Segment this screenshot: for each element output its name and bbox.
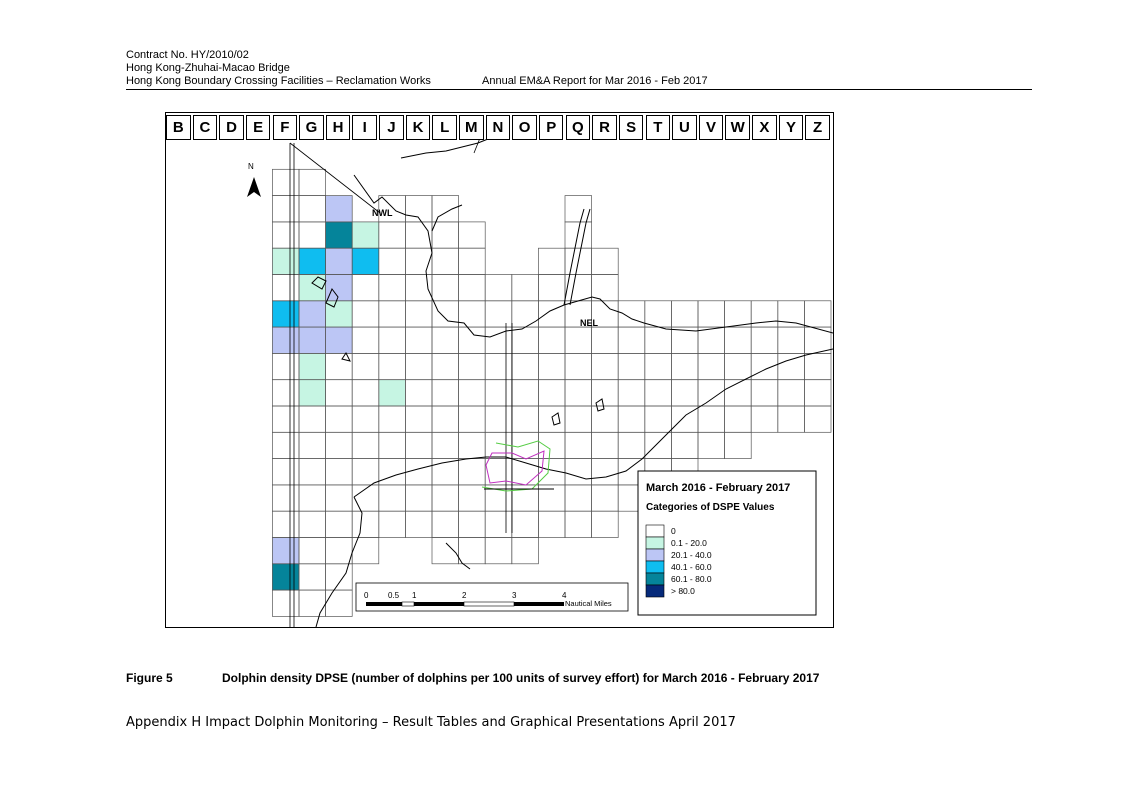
map-legend xyxy=(638,471,816,615)
grid-cell-outline xyxy=(565,432,592,458)
scale-tick-label: 2 xyxy=(462,591,467,600)
grid-cell-outline xyxy=(565,406,592,432)
grid-cell-outline xyxy=(326,432,353,458)
grid-cell-outline xyxy=(459,485,486,511)
grid-cell-outline xyxy=(432,196,459,222)
grid-cell-outline xyxy=(778,301,805,327)
grid-cell-outline xyxy=(459,432,486,458)
grid-cell-outline xyxy=(592,459,619,485)
scale-unit: Nautical Miles xyxy=(565,599,612,608)
grid-cell-outline xyxy=(272,353,299,379)
north-arrow-icon xyxy=(247,177,261,197)
column-label-e: E xyxy=(246,115,271,140)
grid-cell-outline xyxy=(432,327,459,353)
grid-cell-outline xyxy=(725,380,752,406)
grid-cell-outline xyxy=(485,353,512,379)
grid-cell-outline xyxy=(804,353,831,379)
grid-cell-outline xyxy=(485,275,512,301)
grid-cell-outline xyxy=(405,380,432,406)
column-label-r: R xyxy=(592,115,617,140)
legend-label: 20.1 - 40.0 xyxy=(671,550,712,560)
grid-cell-outline xyxy=(538,432,565,458)
legend-label: 40.1 - 60.0 xyxy=(671,562,712,572)
grid-cell-outline xyxy=(592,485,619,511)
grid-cell-outline xyxy=(485,380,512,406)
grid-cell-outline xyxy=(379,327,406,353)
grid-cell-outline xyxy=(459,459,486,485)
column-label-q: Q xyxy=(566,115,591,140)
figure-caption: Dolphin density DPSE (number of dolphins per 100 units of survey effort) for March 2016 - February 2017 xyxy=(222,671,820,685)
column-label-j: J xyxy=(379,115,404,140)
grid-cell-outline xyxy=(326,511,353,537)
grid-cell-outline xyxy=(405,248,432,274)
grid-cell-outline xyxy=(272,380,299,406)
grid-cell-outline xyxy=(778,406,805,432)
islet-path-4 xyxy=(596,399,604,411)
grid-cell-outline xyxy=(299,538,326,564)
grid-cell-outline xyxy=(405,222,432,248)
grid-cell-outline xyxy=(618,301,645,327)
grid-cell-outline xyxy=(272,511,299,537)
grid-cell-outline xyxy=(804,301,831,327)
grid-cell-outline xyxy=(751,353,778,379)
grid-cell-outline xyxy=(459,353,486,379)
grid-cell-outline xyxy=(299,432,326,458)
dpse-cell-g10 xyxy=(299,380,326,406)
grid-cell-outline xyxy=(272,485,299,511)
grid-cell-outline xyxy=(671,380,698,406)
grid-cell-outline xyxy=(432,301,459,327)
grid-cell-outline xyxy=(272,222,299,248)
legend-label: > 80.0 xyxy=(671,586,695,596)
grid-cell-outline xyxy=(645,432,672,458)
grid-cell-outline xyxy=(538,380,565,406)
report-name: Annual EM&A Report for Mar 2016 - Feb 2017 xyxy=(482,75,708,87)
legend-swatch xyxy=(646,525,664,537)
grid-cell-outline xyxy=(299,485,326,511)
grid-cell-outline xyxy=(778,380,805,406)
grid-cell-outline xyxy=(592,275,619,301)
grid-cell-outline xyxy=(565,459,592,485)
grid-cell-outline xyxy=(432,275,459,301)
grid-cell-outline xyxy=(485,511,512,537)
grid-cell-outline xyxy=(698,327,725,353)
grid-cell-outline xyxy=(432,380,459,406)
grid-cell-outline xyxy=(326,406,353,432)
grid-cell-outline xyxy=(272,459,299,485)
grid-cell-outline xyxy=(538,275,565,301)
grid-cell-outline xyxy=(352,301,379,327)
grid-cell-outline xyxy=(645,301,672,327)
grid-cell-outline xyxy=(272,196,299,222)
legend-subtitle: Categories of DSPE Values xyxy=(646,502,775,513)
grid-cell-outline xyxy=(432,406,459,432)
grid-cell-outline xyxy=(459,275,486,301)
grid-cell-outline xyxy=(405,406,432,432)
scale-tick-label: 1 xyxy=(412,591,417,600)
grid-cell-outline xyxy=(778,327,805,353)
grid-cell-outline xyxy=(326,590,353,616)
grid-cell-outline xyxy=(352,327,379,353)
column-label-o: O xyxy=(512,115,537,140)
dpse-cell-f5 xyxy=(272,248,299,274)
grid-cell-outline xyxy=(432,511,459,537)
nwl-label: NWL xyxy=(372,208,393,218)
grid-cell-outline xyxy=(352,406,379,432)
grid-cell-outline xyxy=(645,406,672,432)
grid-cell-outline xyxy=(565,222,592,248)
grid-cell-outline xyxy=(778,353,805,379)
grid-cell-outline xyxy=(538,327,565,353)
grid-cell-outline xyxy=(299,511,326,537)
north-coast-path xyxy=(354,175,833,337)
grid-cell-outline xyxy=(671,301,698,327)
grid-cell-outline xyxy=(459,538,486,564)
grid-cell-outline xyxy=(512,301,539,327)
column-label-z: Z xyxy=(805,115,830,140)
dpse-cell-f8 xyxy=(272,327,299,353)
dpse-cell-h4 xyxy=(326,222,353,248)
grid-cell-outline xyxy=(299,564,326,590)
grid-cell-outline xyxy=(592,511,619,537)
grid-cell-outline xyxy=(485,406,512,432)
grid-cell-outline xyxy=(618,406,645,432)
column-label-t: T xyxy=(646,115,671,140)
column-label-u: U xyxy=(672,115,697,140)
nel-label: NEL xyxy=(580,318,598,328)
grid-cell-outline xyxy=(352,511,379,537)
grid-cell-outline xyxy=(405,511,432,537)
dpse-cell-f16 xyxy=(272,538,299,564)
grid-cell-outline xyxy=(512,353,539,379)
grid-cell-outline xyxy=(299,196,326,222)
grid-cell-outline xyxy=(725,353,752,379)
river-mouth-path xyxy=(432,205,462,231)
grid-cell-outline xyxy=(405,485,432,511)
grid-cell-outline xyxy=(645,353,672,379)
grid-cell-outline xyxy=(804,380,831,406)
grid-cell-outline xyxy=(352,432,379,458)
scale-tick-label: 4 xyxy=(562,591,567,600)
scale-tick-label: 0 xyxy=(364,591,369,600)
grid-cell-outline xyxy=(272,169,299,195)
grid-cell-outline xyxy=(592,248,619,274)
dpse-cell-h8 xyxy=(326,327,353,353)
grid-cell-outline xyxy=(618,380,645,406)
grid-cell-outline xyxy=(352,275,379,301)
column-label-k: K xyxy=(406,115,431,140)
column-label-x: X xyxy=(752,115,777,140)
reclamation-boundary xyxy=(486,451,544,485)
grid-cell-outline xyxy=(512,380,539,406)
grid-cell-outline xyxy=(751,380,778,406)
bay-path xyxy=(446,543,470,569)
legend-swatch xyxy=(646,561,664,573)
grid-cell-outline xyxy=(272,432,299,458)
contract-number: Contract No. HY/2010/02 xyxy=(126,49,249,61)
west-coast-path xyxy=(316,497,362,627)
grid-cell-outline xyxy=(698,432,725,458)
grid-cell-outline xyxy=(379,222,406,248)
works-name: Hong Kong Boundary Crossing Facilities – Reclamation Works xyxy=(126,75,431,87)
grid-column-header xyxy=(166,115,832,142)
grid-cell-outline xyxy=(405,301,432,327)
map-frame xyxy=(165,112,834,628)
legend-title: March 2016 - February 2017 xyxy=(646,482,791,494)
dpse-cell-g7 xyxy=(299,301,326,327)
grid-cell-outline xyxy=(326,459,353,485)
grid-cell-outline xyxy=(379,511,406,537)
grid-cell-outline xyxy=(592,327,619,353)
page-footer: Appendix H Impact Dolphin Monitoring – Result Tables and Graphical Presentations April 2017 xyxy=(126,715,736,730)
grid-cell-outline xyxy=(405,432,432,458)
column-label-p: P xyxy=(539,115,564,140)
dpse-cell-h3 xyxy=(326,196,353,222)
dpse-cell-g5 xyxy=(299,248,326,274)
grid-cell-outline xyxy=(432,222,459,248)
grid-cell-outline xyxy=(379,353,406,379)
grid-cell-outline xyxy=(352,353,379,379)
grid-cell-outline xyxy=(804,406,831,432)
grid-cell-outline xyxy=(538,353,565,379)
grid-cell-outline xyxy=(538,301,565,327)
grid-cell-outline xyxy=(459,380,486,406)
grid-cell-outline xyxy=(459,511,486,537)
grid-cell-outline xyxy=(379,248,406,274)
grid-cell-outline xyxy=(272,590,299,616)
north-arrow xyxy=(247,162,261,197)
grid-cell-outline xyxy=(751,327,778,353)
grid-cell-outline xyxy=(299,406,326,432)
grid-cell-outline xyxy=(565,380,592,406)
grid-cell-outline xyxy=(352,459,379,485)
grid-cell-outline xyxy=(379,459,406,485)
column-label-y: Y xyxy=(779,115,804,140)
grid-cell-outline xyxy=(379,275,406,301)
legend-swatch xyxy=(646,585,664,597)
grid-cell-outline xyxy=(538,248,565,274)
legend-label: 60.1 - 80.0 xyxy=(671,574,712,584)
dpse-cell-j10 xyxy=(379,380,406,406)
legend-swatch xyxy=(646,573,664,585)
grid-cell-outline xyxy=(538,406,565,432)
grid-cell-outline xyxy=(459,248,486,274)
grid-cell-outline xyxy=(299,590,326,616)
grid-cell-outline xyxy=(671,432,698,458)
dpse-cell-h5 xyxy=(326,248,353,274)
dpse-cell-h6 xyxy=(326,275,353,301)
header-rule xyxy=(126,89,1032,90)
grid-cell-outline xyxy=(645,380,672,406)
legend-swatch xyxy=(646,549,664,561)
column-label-i: I xyxy=(352,115,377,140)
scale-tick-label: 0.5 xyxy=(388,591,400,600)
project-name: Hong Kong-Zhuhai-Macao Bridge xyxy=(126,62,290,74)
map-canvas xyxy=(166,113,833,627)
dpse-cell-f17 xyxy=(272,564,299,590)
grid-cell-outline xyxy=(299,169,326,195)
grid-cell-outline xyxy=(326,538,353,564)
grid-cell-outline xyxy=(432,538,459,564)
grid-cells xyxy=(272,196,405,590)
grid-cell-outline xyxy=(379,406,406,432)
grid-cell-outline xyxy=(512,406,539,432)
scale-tick-label: 3 xyxy=(512,591,517,600)
grid-cell-outline xyxy=(592,353,619,379)
column-label-b: B xyxy=(166,115,191,140)
islet-path-5 xyxy=(552,413,560,425)
grid-cell-outline xyxy=(698,406,725,432)
grid-cell-outline xyxy=(485,301,512,327)
figure-number: Figure 5 xyxy=(126,671,173,685)
grid-cell-outline xyxy=(272,275,299,301)
column-label-v: V xyxy=(699,115,724,140)
column-label-s: S xyxy=(619,115,644,140)
grid-cell-outline xyxy=(698,353,725,379)
column-label-d: D xyxy=(219,115,244,140)
grid-cell-outline xyxy=(299,222,326,248)
grid-cell-outline xyxy=(432,353,459,379)
grid-cell-outline xyxy=(379,432,406,458)
grid-cell-outline xyxy=(485,538,512,564)
grid-cell-outline xyxy=(618,327,645,353)
grid-cell-outline xyxy=(565,485,592,511)
column-label-n: N xyxy=(486,115,511,140)
grid-cell-outline xyxy=(592,432,619,458)
column-label-h: H xyxy=(326,115,351,140)
grid-cell-outline xyxy=(671,353,698,379)
dpse-cell-g8 xyxy=(299,327,326,353)
column-label-f: F xyxy=(273,115,298,140)
grid-cell-outline xyxy=(512,538,539,564)
legend-label: 0.1 - 20.0 xyxy=(671,538,707,548)
grid-cell-outline xyxy=(459,222,486,248)
column-label-g: G xyxy=(299,115,324,140)
grid-cell-outline xyxy=(326,380,353,406)
grid-cell-outline xyxy=(538,511,565,537)
grid-cell-outline xyxy=(592,406,619,432)
islet-path-3 xyxy=(342,353,350,361)
dpse-cell-i5 xyxy=(352,248,379,274)
project-boundaries xyxy=(482,441,554,491)
grid-cell-outline xyxy=(751,406,778,432)
grid-cell-outline xyxy=(432,485,459,511)
dpse-cell-g9 xyxy=(299,353,326,379)
grid-cell-outline xyxy=(565,511,592,537)
grid-cell-outline xyxy=(512,275,539,301)
north-label: N xyxy=(248,162,254,171)
grid-cell-outline xyxy=(272,406,299,432)
column-label-m: M xyxy=(459,115,484,140)
grid-cell-outline xyxy=(459,327,486,353)
grid-cell-outline xyxy=(618,432,645,458)
legend-swatch xyxy=(646,537,664,549)
grid-cell-outline xyxy=(645,327,672,353)
column-label-w: W xyxy=(725,115,750,140)
grid-cell-outline xyxy=(698,301,725,327)
grid-cell-outline xyxy=(592,380,619,406)
grid-cell-outline xyxy=(405,353,432,379)
grid-cell-outline xyxy=(725,327,752,353)
grid-cell-outline xyxy=(565,327,592,353)
dpse-cell-i4 xyxy=(352,222,379,248)
grid-cell-outline xyxy=(512,327,539,353)
grid-cell-outline xyxy=(565,353,592,379)
grid-cell-outline xyxy=(432,248,459,274)
grid-cell-outline xyxy=(379,485,406,511)
scale-bar xyxy=(356,583,628,611)
channel-path-west xyxy=(564,209,584,305)
grid-cell-outline xyxy=(459,406,486,432)
grid-cell-outline xyxy=(618,353,645,379)
grid-cell-outline xyxy=(725,432,752,458)
grid-cell-outline xyxy=(326,564,353,590)
grid-cell-outline xyxy=(299,459,326,485)
dpse-cell-f7 xyxy=(272,301,299,327)
grid-cell-outline xyxy=(405,327,432,353)
legend-label: 0 xyxy=(671,526,676,536)
column-label-c: C xyxy=(193,115,218,140)
column-label-l: L xyxy=(432,115,457,140)
grid-cell-outline xyxy=(326,485,353,511)
grid-cell-outline xyxy=(432,432,459,458)
grid-cell-outline xyxy=(379,301,406,327)
grid-cell-outline xyxy=(725,406,752,432)
grid-cell-outline xyxy=(725,301,752,327)
grid-cell-outline xyxy=(352,380,379,406)
grid-cell-outline xyxy=(512,511,539,537)
